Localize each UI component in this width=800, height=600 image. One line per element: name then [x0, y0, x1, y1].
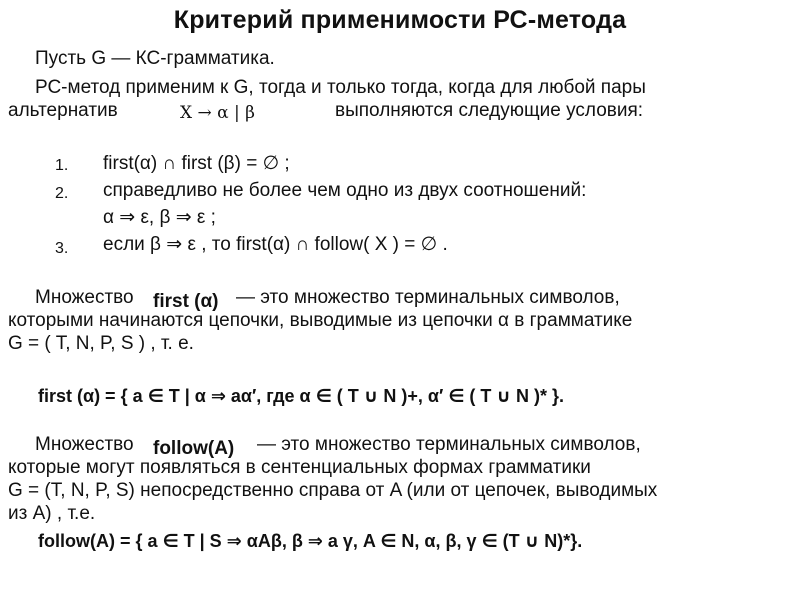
first-def-line-1-tail: — это множество терминальных символов,: [236, 287, 620, 308]
first-formula: first (α) = { a ∈ T | α ⇒ aα′, где α ∈ ( T ∪ N )+, α′ ∈ ( T ∪ N )* }.: [38, 386, 565, 406]
follow-def-line-3: G = (T, N, P, S) непосредственно справа от A (или от цепочек, выводимых: [8, 480, 658, 501]
alternative-formula: X → α | β: [180, 103, 255, 123]
condition-1-text: first(α) ∩ first (β) = ∅ ;: [103, 153, 290, 174]
first-def-lead: Множество: [35, 287, 134, 308]
condition-3-number: 3.: [55, 240, 69, 257]
first-def-line-3: G = ( T, N, P, S ) , т. е.: [8, 333, 194, 354]
follow-def-line-1-tail: — это множество терминальных символов,: [257, 434, 641, 455]
intro-line: Пусть G — КС-грамматика.: [35, 48, 275, 69]
condition-2-subline: α ⇒ ε, β ⇒ ε ;: [103, 207, 216, 228]
condition-3-text: если β ⇒ ε , то first(α) ∩ follow( X ) = ∅ .: [103, 234, 448, 255]
criterion-line-1: РС-метод применим к G, тогда и только тогда, когда для любой пары: [35, 77, 646, 98]
first-def-line-2: которыми начинаются цепочки, выводимые из цепочки α в грамматике: [8, 310, 633, 331]
first-def-term: first (α): [153, 291, 219, 312]
follow-def-term: follow(A): [153, 438, 235, 459]
criterion-line-2-lead: альтернатив: [8, 100, 118, 121]
follow-def-line-2: которые могут появляться в сентенциальных формах грамматики: [8, 457, 591, 478]
condition-2-text: справедливо не более чем одно из двух соотношений:: [103, 180, 587, 201]
condition-2-number: 2.: [55, 185, 69, 202]
follow-def-line-4: из A) , т.е.: [8, 503, 96, 524]
slide-title: Критерий применимости РС-метода: [173, 6, 627, 34]
follow-formula: follow(A) = { a ∈ T | S ⇒ αAβ, β ⇒ a γ, A ∈ N, α, β, γ ∈ (T ∪ N)*}.: [38, 531, 583, 551]
condition-1-number: 1.: [55, 157, 69, 174]
criterion-line-2-tail: выполняются следующие условия:: [335, 100, 644, 121]
follow-def-lead: Множество: [35, 434, 134, 455]
